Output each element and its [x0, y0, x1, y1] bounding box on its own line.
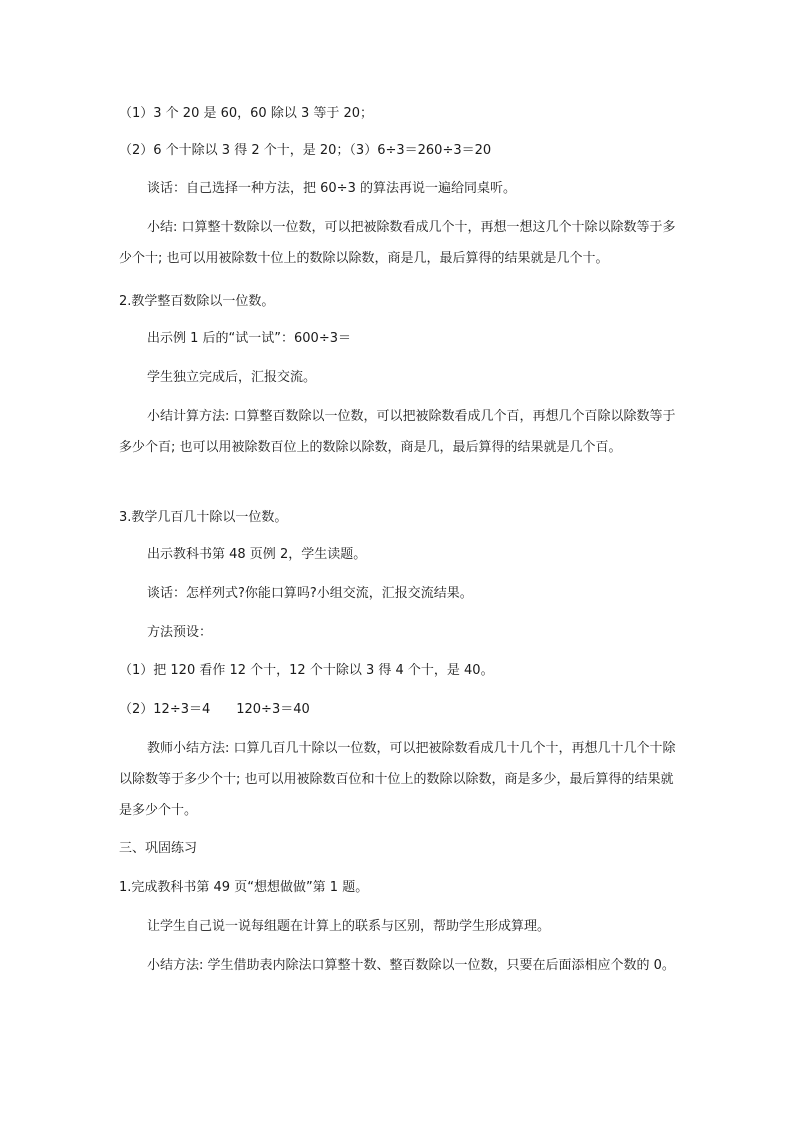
section-heading-practice: 三、巩固练习	[119, 841, 198, 856]
section-heading-mixed: 3.教学几百几十除以一位数。	[119, 510, 288, 525]
discussion-paragraph: 谈话：自己选择一种方法，把 60÷3 的算法再说一遍给同桌听。	[147, 181, 516, 196]
method-line-1: （1）3 个 20 是 60，60 除以 3 等于 20；	[119, 106, 374, 121]
preset-method-1: （1）把 120 看作 12 个十，12 个十除以 3 得 4 个十，是 40。	[119, 663, 494, 678]
section-heading-hundreds: 2.教学整百数除以一位数。	[119, 294, 275, 309]
textbook-example-line: 出示教科书第 48 页例 2，学生读题。	[147, 547, 367, 562]
method-line-2: （2）6 个十除以 3 得 2 个十，是 20；（3）6÷3＝260÷3＝20	[119, 143, 492, 158]
practice-item-1: 1.完成教科书第 49 页“想想做做”第 1 题。	[119, 880, 369, 895]
method-preset-label: 方法预设：	[147, 625, 213, 640]
student-report-line: 学生独立完成后，汇报交流。	[147, 370, 317, 385]
summary-paragraph-tens: 小结: 口算整十数除以一位数，可以把被除数看成几个十，再想一想这几个十除以除数等于多少个十; 也可以用被除数十位上的数除以除数，商是几，最后算得的结果就是几个十。	[119, 220, 676, 266]
practice-summary-paragraph: 小结方法: 学生借助表内除法口算整十数、整百数除以一位数，只要在后面添相应个数的 0。	[147, 958, 675, 973]
practice-instruction-line: 让学生自己说一说每组题在计算上的联系与区别，帮助学生形成算理。	[147, 919, 551, 934]
discussion-question-line: 谈话：怎样列式?你能口算吗?小组交流，汇报交流结果。	[147, 586, 473, 601]
teacher-summary-paragraph: 教师小结方法: 口算几百几十除以一位数，可以把被除数看成几十几个十，再想几十几个十除以除数等于多少个十; 也可以用被除数百位和十位上的数除以除数，商是多少，最后算得的结果就是多少个十。	[119, 741, 676, 818]
preset-method-2: （2）12÷3＝4 120÷3＝40	[119, 702, 310, 717]
summary-paragraph-hundreds: 小结计算方法: 口算整百数除以一位数，可以把被除数看成几个百，再想几个百除以除数等于多少个百; 也可以用被除数百位上的数除以除数，商是几，最后算得的结果就是几个百。	[119, 409, 676, 455]
example-try-line: 出示例 1 后的“试一试”：600÷3＝	[147, 331, 351, 346]
